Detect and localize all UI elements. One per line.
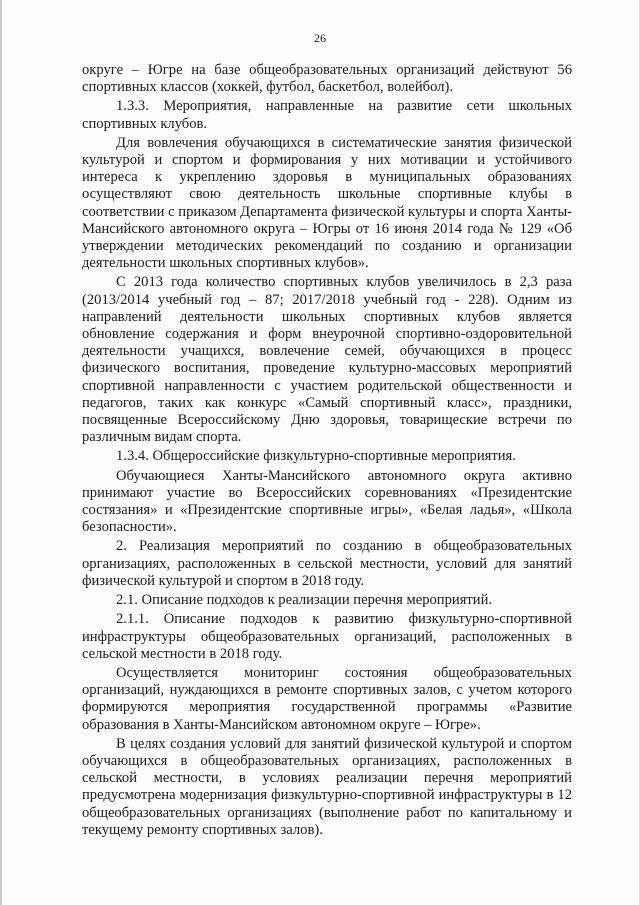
paragraph: 2.1. Описание подходов к реализации перечня мероприятий. [116,592,493,609]
page-number: 26 [314,31,326,45]
paragraph: Для вовлечения обучающихся в систематические занятия физической культурой и спортом и формирования у них мотивации и устойчивого интереса к укреплению здоровья в муниципальных образованиях осуществляют свою деятельность школьные спортивные клубы в соответствии с приказом Департамента физической культуры и спорта Ханты-Мансийского автономного округа – Югры от 16 июня 2014 года № 129 «Об утверждении методических рекомендаций по созданию и организации деятельности школьных спортивных клубов». [82,134,572,272]
paragraph: Осуществляется мониторинг состояния общеобразовательных организаций, нуждающихся в ремонте спортивных залов, с учетом которого формируются мероприятия государственной программы «Развитие образования в Ханты-Мансийском автономном округе – Югре». [82,664,572,733]
paragraph: С 2013 года количество спортивных клубов увеличилось в 2,3 раза (2013/2014 учебный год – 87; 2017/2018 учебный год - 228). Одним из направлений деятельности школьных спортивных клубов является обновление содержания и форм внеурочной спортивно-оздоровительной деятельности учащихся, вовлечение семей, обучающихся в процесс физического воспитания, проведение культурно-массовых мероприятий спортивной направленности с участием родительской общественности и педагогов, таких как конкурс «Самый спортивный класс», праздники, посвященные Всероссийскому Дню здоровья, товарищеские встречи по различным видам спорта. [82,274,572,446]
paragraph: Обучающиеся Ханты-Мансийского автономного округа активно принимают участие во Всероссийских соревнованиях «Президентские состязания» и «Президентские спортивные игры», «Белая ладья», «Школа безопасности». [82,467,572,536]
document-body [82,62,572,839]
paragraph: округе – Югре на базе общеобразовательных организаций действуют 56 спортивных классов (хоккей, футбол, баскетбол, волейбол). [82,62,572,96]
paragraph: 1.3.3. Мероприятия, направленные на развитие сети школьных спортивных клубов. [82,98,572,132]
paragraph: 2.1.1. Описание подходов к развитию физкультурно-спортивной инфраструктуры общеобразовательных организаций, расположенных в сельской местности в 2018 году. [82,611,572,662]
paragraph: 2. Реализация мероприятий по созданию в общеобразовательных организациях, расположенных в сельской местности, условий для занятий физической культурой и спортом в 2018 году. [82,538,572,589]
paragraph: 1.3.4. Общероссийские физкультурно-спортивные мероприятия. [116,448,516,465]
page-edge-mark-top [0,0,2,905]
paragraph: В целях создания условий для занятий физической культурой и спортом обучающихся в общеобразовательных организациях, расположенных в сельской местности, в условиях реализации перечня мероприятий предусмотрена модернизация физкультурно-спортивной инфраструктуры в 12 общеобразовательных организациях (выполнение работ по капитальному и текущему ремонту спортивных залов). [82,735,572,838]
